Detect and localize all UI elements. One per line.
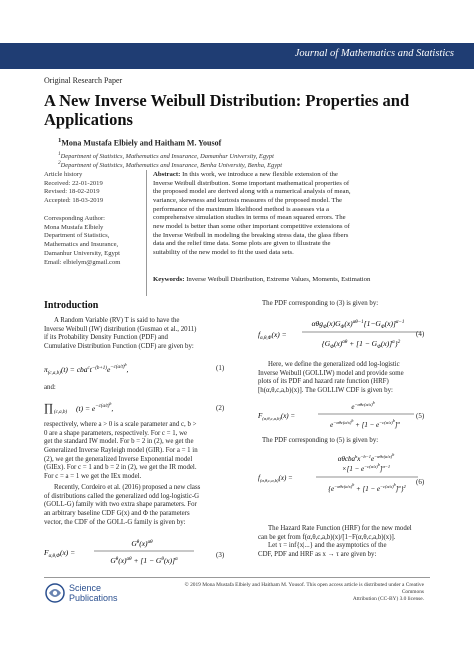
paper-title: A New Inverse Weibull Distribution: Properties and Applications bbox=[44, 91, 410, 129]
svg-text:Fα,θ,Φ(x) =: $F_{\alpha,\theta,\Phi}(x)$ = bbox=[44, 548, 76, 559]
equation-6-number: (6) bbox=[416, 478, 425, 486]
svg-text:e−αθc(a/x)b + [1 − e−c(a/x)b]α: $e^{-\alpha\theta c(a/x)b} + [1 - e^{-c(a/x)b}]^\alpha$ bbox=[330, 418, 400, 429]
svg-text:fα,θ,Φ(x) =: $f_{\alpha,\theta,\Phi}(x)$ = bbox=[258, 330, 287, 341]
email-link[interactable]: Email: elbielym@gmail.com bbox=[44, 258, 121, 266]
svg-text:F(α,θ,c,a,b)(x) =: $F_{(\alpha,\theta,c,a,b)}(x)$ = bbox=[258, 412, 296, 421]
intro-paragraph-3: Recently, Cordeiro et al. (2016) proposed a new class of distributions called the generalized odd log-logistic-G (GOLL-G) family with two extra shape parameters. For an arbitrary baseline CDF G(x) and Φ the parameters vector, the CDF of the GOLL-G family is given by: bbox=[44, 484, 201, 526]
equation-2 bbox=[44, 397, 230, 419]
equation-3-number: (3) bbox=[216, 551, 225, 559]
equation-5 bbox=[258, 396, 428, 436]
license-footer: © 2019 Mona Mustafa Elbiely and Haitham M. Yousof. This open access article is distributed under a Creative Commons Attribution (CC-BY) 3.0 license. bbox=[184, 582, 424, 602]
intro-paragraph-1: A Random Variable (RV) T is said to have the Inverse Weibull (IW) distribution (Gusmao et al., 2011) if its Probability Density Function (PDF) and Cumulative Distribution Function (CDF) are given by: bbox=[44, 317, 197, 350]
footer-divider bbox=[44, 577, 430, 578]
intro-paragraph-2: respectively, where a > 0 is a scale parameter and c, b > 0 are a shape parameters, respectively. For c = 1, we get the standard IW model. For b = 2 in (2), we get the Generalized Inverse Rayleigh model (GIR). For a = 1 in (2), we get the generalized Inverse Exponential model (GIEx). For c = 1 and b = 2 in (2), we get the IR model. For c = a = 1 we get the IEx model. bbox=[44, 421, 198, 480]
keywords: Keywords: Inverse Weibull Distribution, Extreme Values, Moments, Estimation bbox=[153, 276, 371, 283]
svg-text:αθgΦ(x)GΦ(x)αθ−1[1−GΦ(x)]α−1: $\alpha\theta g_\Phi(x)G_\Phi(x)^{\alpha\theta-1}[1-G_\Phi(x)]^{\alpha-1}$ bbox=[311, 319, 405, 330]
authors: $^1$Mona Mustafa Elbiely and Haitham M. Yousof bbox=[58, 137, 222, 148]
equation-2-number: (2) bbox=[216, 404, 225, 412]
equation-1 bbox=[44, 358, 230, 380]
equation-4-number: (4) bbox=[416, 330, 425, 338]
equation-1-number: (1) bbox=[216, 364, 225, 372]
article-history: Article history Received: 22-01-2019 Revised: 18-02-2019 Accepted: 18-03-2019 bbox=[44, 171, 104, 205]
equation-3 bbox=[44, 532, 230, 572]
abstract: Abstract: In this work, we introduce a new flexible extension of the Inverse Weibull distribution. Some important mathematical properties of the proposed model are derived along with a numerical analysis of mean, variance, skewness and kurtosis measures of the proposed model. The performance of the maximum likelihood method is assesses via a comprehensive simulation studies in terms of mean squared errors. The new model is better than some other important competitive extensions of the Inverse Weibull in modeling the breaking stress data, the glass fibers data and the relief time data. Some plots are given to illustrate the suitability of the new model to fit the used data sets. bbox=[153, 171, 351, 256]
science-publications-logo-icon bbox=[44, 582, 66, 604]
equation-4 bbox=[258, 312, 428, 356]
article-type: Original Research Paper bbox=[44, 76, 123, 85]
section-heading-introduction: Introduction bbox=[44, 300, 99, 311]
svg-text:Gθ(x)αθ + [1 − Gθ(x)]α: $G^\theta(x)^{\alpha\theta} + [1 - G^\theta(x)]^\alpha$ bbox=[110, 556, 178, 565]
publisher-logo-text: Science Publications bbox=[69, 583, 118, 603]
equation-5-number: (5) bbox=[416, 412, 425, 420]
journal-title: Journal of Mathematics and Statistics bbox=[294, 48, 454, 59]
and-text: and: bbox=[44, 384, 56, 391]
svg-text:αθcbabx−b−1e−αθc(a/x)b: $\alpha\theta cba^bx^{-b-1}e^{-\alpha\theta c(a/x)b}$ bbox=[337, 452, 395, 463]
svg-text:(c,a,b): (c,a,b) bbox=[54, 410, 68, 415]
svg-text:×[1 − e−c(a/x)b]α−1: $\times[1 - e^{-c(a/x)b}]^{\alpha-1}$ bbox=[341, 462, 391, 473]
right-paragraph-4: The Hazard Rate Function (HRF) for the new model can be get from f(α,θ,c,a,b)(x)/[1−F(α,θ,c,a,b)(x)]. Let τ = inf{x|...} and the asymptotics of the CDF, PDF and HRF as x → τ are given by: bbox=[258, 525, 412, 558]
svg-text:{GΦ(x)αθ + [1 − GΦ(x)]α}2: $\{G_\Phi(x)^{\alpha\theta} + [1 - G_\Phi(x)]^\alpha\}^2$ bbox=[321, 339, 401, 350]
svg-text:{e−αθc(a/x)b + [1 − e−c(a/x)b]: $\{e^{-\alpha\theta c(a/x)b} + [1 - e^{-c(a/x)b}]^\alpha\}^2$ bbox=[328, 482, 406, 493]
svg-text:π(c,a,b)(t) = cbact−(b+1)e−c(a: $\pi_{(c,a,b)}(t) = cba^ct^{-(b+1)}e^{-c(a/t)b}$, bbox=[44, 362, 129, 376]
svg-text:(t) = e−c(a/t)b,: $(t) = e^{-c(a/t)b}$, bbox=[76, 401, 114, 413]
svg-text:Gθ(x)αθ: $G^\theta(x)^{\alpha\theta}$ bbox=[131, 539, 153, 548]
svg-text:e−αθc(a/x)b: $e^{-\alpha\theta c(a/x)b}$ bbox=[351, 400, 375, 411]
equation-6 bbox=[258, 449, 428, 511]
svg-text:f(α,θ,c,a,b)(x) =: $f_{(\alpha,\theta,c,a,b)}(x)$ = bbox=[258, 474, 293, 483]
affiliation-2: $^2$Department of Statistics, Mathematics and Insurance, Benha University, Benha, Egypt bbox=[58, 160, 282, 170]
svg-text:∏: ∏ bbox=[44, 402, 54, 414]
right-paragraph-2: Here, we define the generalized odd log-logistic Inverse Weibull (GOLLIW) model and provide some plots of its PDF and hazard rate function (HRF) [h(α,θ,c,a,b)(x)]. The GOLLIW CDF is given by: bbox=[258, 361, 404, 394]
affiliation-1: $^1$Department of Statistics, Mathematics and Insurance, Damanhur University, Egypt bbox=[58, 151, 274, 161]
right-paragraph-1: The PDF corresponding to (3) is given by: bbox=[262, 300, 379, 307]
corresponding-author: Corresponding Author: Mona Mustafa Elbiely Department of Statistics, Mathematics and Insurance, Damanhur University, Egypt Email: elbielym@gmail.com bbox=[44, 215, 121, 266]
right-paragraph-3: The PDF corresponding to (5) is given by: bbox=[262, 437, 379, 444]
